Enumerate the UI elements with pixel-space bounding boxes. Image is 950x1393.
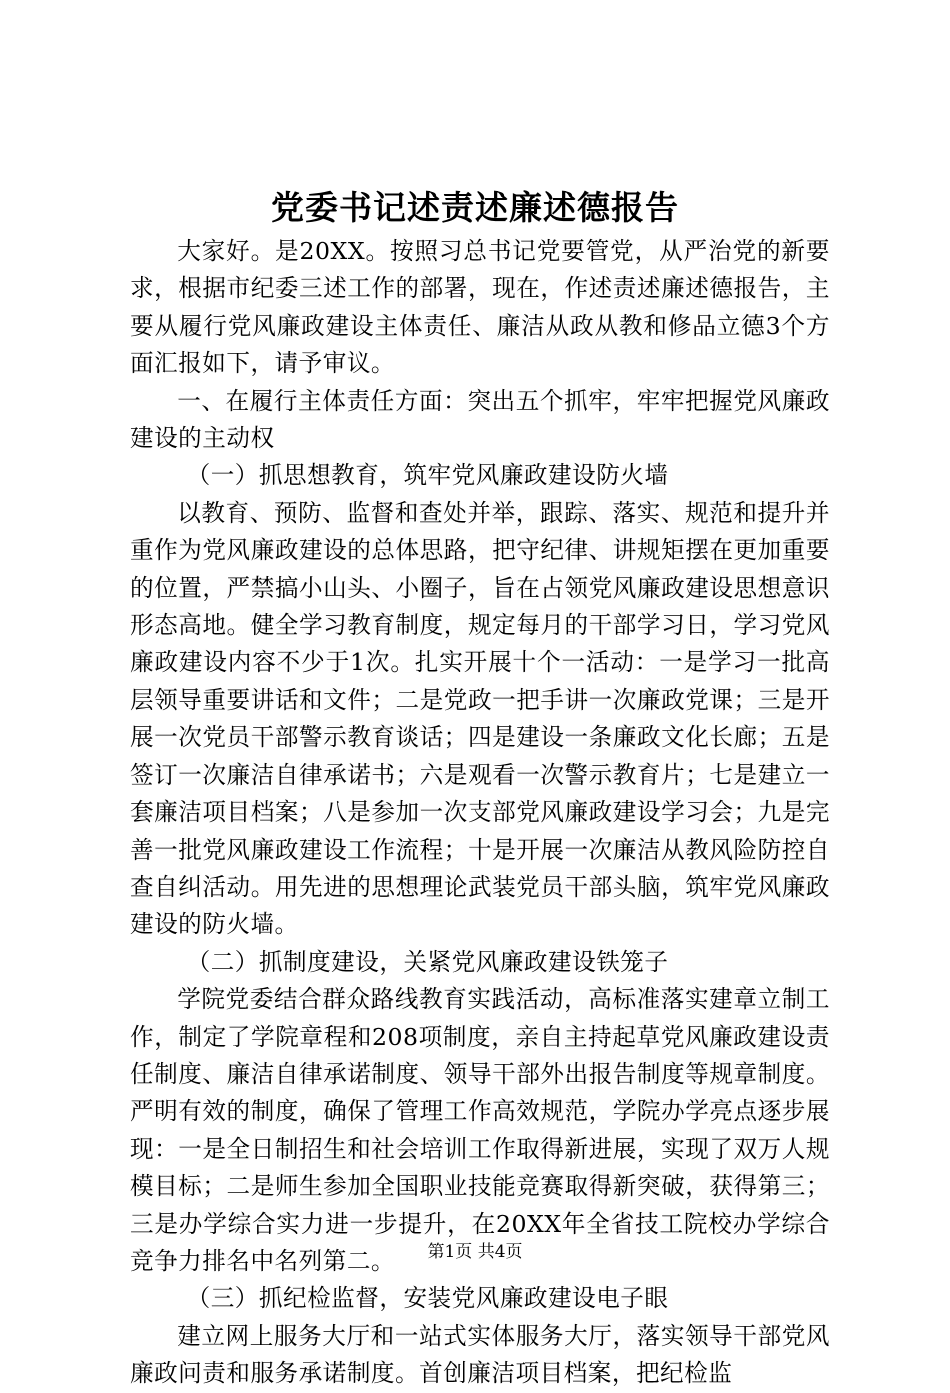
document-title: 党委书记述责述廉述德报告 [271,188,679,227]
subsection-heading-2: （二）抓制度建设，关紧党风廉政建设铁笼子 [186,947,669,976]
subsection-heading-1: （一）抓思想教育，筑牢党风廉政建设防火墙 [186,461,669,490]
intro-paragraph: 大家好。是20XX。按照习总书记党要管党，从严治党的新要求，根据市纪委三述工作的部署，现在，作述责述廉述德报告，主要从履行党风廉政建设主体责任、廉洁从政从教和修品立德3个方面汇报如下，请予审议。 [130,237,830,378]
subsection-heading-3: （三）抓纪检监督，安装党风廉政建设电子眼 [186,1284,669,1313]
document-body [130,233,830,1393]
body-paragraph-2: 学院党委结合群众路线教育实践活动，高标准落实建章立制工作，制定了学院章程和208项制度，亲自主持起草党风廉政建设责任制度、廉洁自律承诺制度、领导干部外出报告制度等规章制度。严明有效的制度，确保了管理工作高效规范，学院办学亮点逐步展现：一是全日制招生和社会培训工作取得新进展，实现了双万人规模目标；二是师生参加全国职业技能竞赛取得新突破，获得第三；三是办学综合实力进一步提升，在20XX年全省技工院校办学综合竞争力排名中名列第二。 [130,985,830,1275]
section-heading-1: 一、在履行主体责任方面：突出五个抓牢，牢牢把握党风廉政建设的主动权 [130,386,830,453]
body-paragraph-3: 建立网上服务大厅和一站式实体服务大厅，落实领导干部党风廉政问责和服务承诺制度。首创廉洁项目档案，把纪检监 [130,1321,830,1388]
body-paragraph-1: 以教育、预防、监督和查处并举，跟踪、落实、规范和提升并重作为党风廉政建设的总体思路，把守纪律、讲规矩摆在更加重要的位置，严禁搞小山头、小圈子，旨在占领党风廉政建设思想意识形态高地。健全学习教育制度，规定每月的干部学习日，学习党风廉政建设内容不少于1次。扎实开展十个一活动：一是学习一批高层领导重要讲话和文件；二是党政一把手讲一次廉政党课；三是开展一次党员干部警示教育谈话；四是建设一条廉政文化长廊；五是签订一次廉洁自律承诺书；六是观看一次警示教育片；七是建立一套廉洁项目档案；八是参加一次支部党风廉政建设学习会；九是完善一批党风廉政建设工作流程；十是开展一次廉洁从教风险防控自查自纠活动。用先进的思想理论武装党员干部头脑，筑牢党风廉政建设的防火墙。 [130,498,830,939]
page-footer: 第1页 共4页 [427,1242,523,1262]
